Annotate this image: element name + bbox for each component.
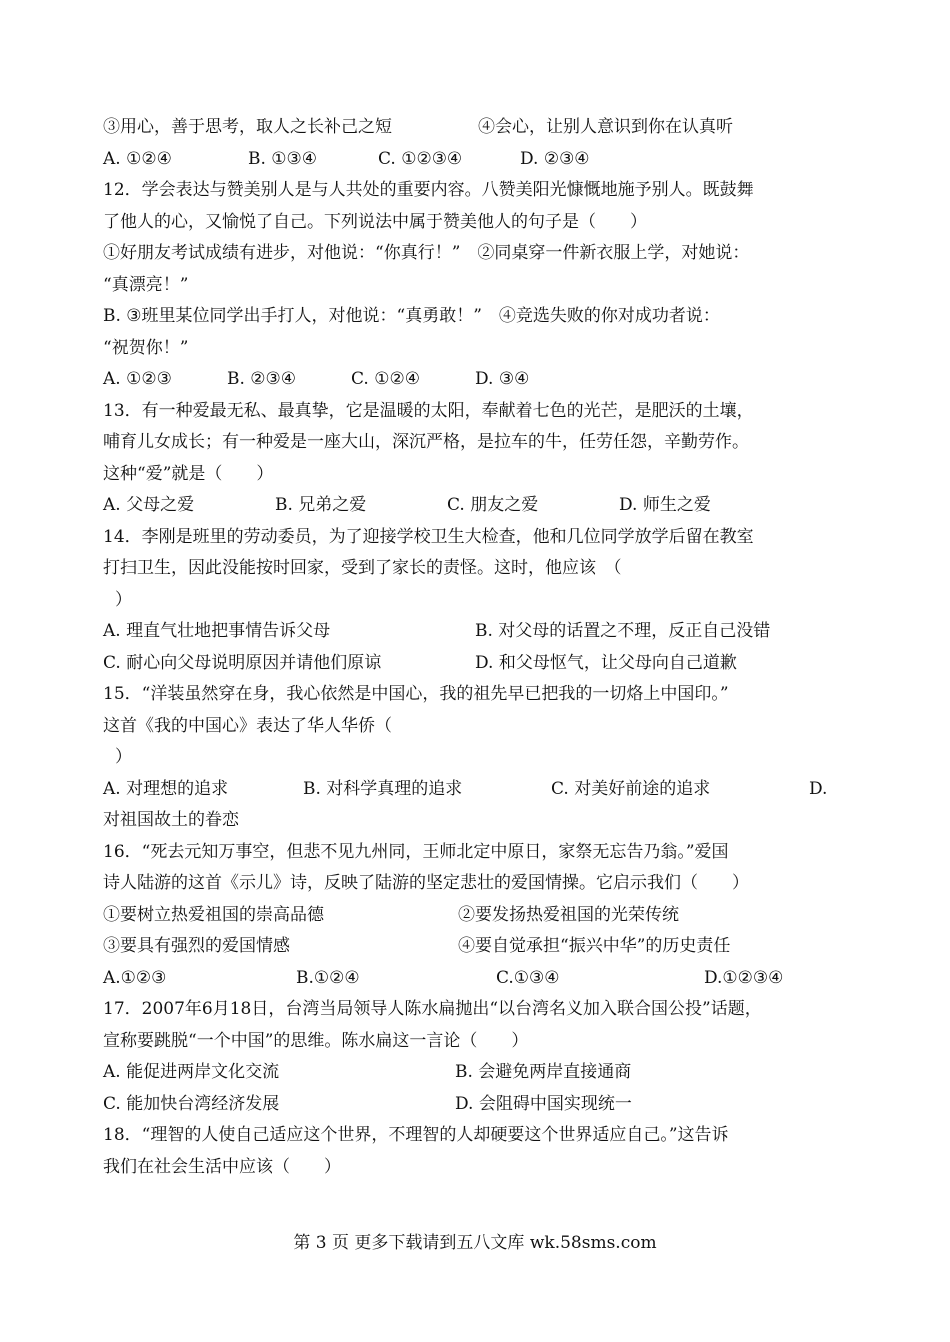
q13-stem-2: 哺育儿女成长；有一种爱是一座大山，深沉严格，是拉车的牛，任劳任怨，辛勤劳作。 xyxy=(103,432,749,452)
q13-stem-1: 13．有一种爱最无私、最真挚，它是温暖的太阳，奉献着七色的光芒，是肥沃的土壤， xyxy=(103,400,754,421)
option-d: D. ②③④ xyxy=(520,148,590,169)
option-b: B. 对科学真理的追求 xyxy=(303,778,463,799)
q14-options-ab xyxy=(103,616,843,648)
q18-stem-2: 我们在社会生活中应该（ ） xyxy=(103,1156,341,1177)
option-a: A. ①②④ xyxy=(103,148,172,169)
q16-item-1: ①要树立热爱祖国的崇高品德 xyxy=(103,904,324,925)
q12-item-2-cont: “真漂亮！” xyxy=(103,274,189,295)
q17-options-cd xyxy=(103,1089,843,1121)
option-b: B. ②③④ xyxy=(227,369,297,389)
option-a: A. 理直气壮地把事情告诉父母 xyxy=(103,621,331,641)
option-a: A. 父母之爱 xyxy=(103,495,195,515)
q14-stem-2: 打扫卫生，因此没能按时回家，受到了家长的责怪。这时，他应该 （ xyxy=(103,558,622,578)
option-a: A. ①②③ xyxy=(103,369,172,389)
q12-item-3-4: B. ③班里某位同学出手打人，对他说：“真勇敢！” ④竞选失败的你对成功者说： xyxy=(103,306,720,326)
option-a: A. 能促进两岸文化交流 xyxy=(103,1062,280,1082)
option-c: C. 对美好前途的追求 xyxy=(551,778,711,799)
option-d: D. 会阻碍中国实现统一 xyxy=(455,1093,632,1114)
q15-stem-1: 15．“洋装虽然穿在身，我心依然是中国心，我的祖先早已把我的一切烙上中国印。” xyxy=(103,684,729,704)
option-d: D. 师生之爱 xyxy=(619,495,711,515)
q13-options xyxy=(103,490,843,522)
option-c: C. ①②④ xyxy=(351,369,420,389)
option-c: C. ①②③④ xyxy=(378,148,463,169)
option-d: D. xyxy=(809,778,828,799)
q17-options-ab xyxy=(103,1057,843,1089)
option-b: B. 对父母的话置之不理，反正自己没错 xyxy=(475,621,771,641)
q16-stem-1: 16．“死去元知万事空，但悲不见九州同，王师北定中原日，家祭无忘告乃翁。”爱国 xyxy=(103,841,729,862)
q11-options xyxy=(103,144,843,176)
q15-option-d-text: 对祖国故土的眷恋 xyxy=(103,810,239,830)
q14-stem-3: ） xyxy=(115,589,132,610)
q15-stem-2: 这首《我的中国心》表达了华人华侨（ xyxy=(103,715,392,736)
q11-item-3: ③用心，善于思考，取人之长补己之短 xyxy=(103,117,392,137)
q14-options-cd xyxy=(103,648,843,680)
q18-stem-1: 18．“理智的人使自己适应这个世界，不理智的人却硬要这个世界适应自己。”这告诉 xyxy=(103,1125,729,1145)
q11-item-4: ④会心，让别人意识到你在认真听 xyxy=(478,117,733,137)
q17-stem-2: 宣称要跳脱“一个中国”的思维。陈水扁这一言论（ ） xyxy=(103,1030,529,1051)
option-b: B. 会避免两岸直接通商 xyxy=(455,1062,632,1082)
q13-stem-3: 这种“爱”就是（ ） xyxy=(103,463,274,484)
page-footer: 第 3 页 更多下载请到五八文库 wk.58sms.com xyxy=(293,1233,657,1253)
q15-stem-3: ） xyxy=(115,747,132,767)
option-d: D. ③④ xyxy=(475,369,530,389)
q12-stem-1: 12．学会表达与赞美别人是与人共处的重要内容。八赞美阳光慷慨地施予别人。既鼓舞 xyxy=(103,180,754,200)
option-d: D. 和父母怄气，让父母向自己道歉 xyxy=(475,652,737,673)
q16-options xyxy=(103,963,843,995)
q15-options xyxy=(103,774,843,806)
q16-items-3-4 xyxy=(103,931,843,963)
q16-item-4: ④要自觉承担“振兴中华”的历史责任 xyxy=(458,936,731,956)
q12-stem-2: 了他人的心，又愉悦了自己。下列说法中属于赞美他人的句子是（ ） xyxy=(103,211,647,232)
q16-stem-2: 诗人陆游的这首《示儿》诗，反映了陆游的坚定悲壮的爱国情操。它启示我们（ ） xyxy=(103,873,749,893)
q12-item-4-cont: “祝贺你！” xyxy=(103,337,189,358)
option-c: C. 耐心向父母说明原因并请他们原谅 xyxy=(103,652,382,673)
option-b: B.①②④ xyxy=(296,967,360,988)
option-a: A.①②③ xyxy=(103,967,167,988)
document-body xyxy=(103,112,843,1183)
q14-stem-1: 14．李刚是班里的劳动委员，为了迎接学校卫生大检查，他和几位同学放学后留在教室 xyxy=(103,526,754,547)
q12-options xyxy=(103,364,843,396)
option-c: C.①③④ xyxy=(496,967,560,988)
q16-item-2: ②要发扬热爱祖国的光荣传统 xyxy=(458,904,679,925)
q11-items-row xyxy=(103,112,843,144)
option-c: C. 朋友之爱 xyxy=(447,495,539,515)
option-b: B. ①③④ xyxy=(248,148,318,169)
option-b: B. 兄弟之爱 xyxy=(275,495,367,515)
option-a: A. 对理想的追求 xyxy=(103,778,229,799)
q12-item-1-2: ①好朋友考试成绩有进步，对他说：“你真行！” ②同桌穿一件新衣服上学，对她说： xyxy=(103,243,750,263)
q17-stem-1: 17．2007年6月18日，台湾当局领导人陈水扁抛出“以台湾名义加入联合国公投”话题， xyxy=(103,999,762,1019)
q16-items-1-2 xyxy=(103,900,843,932)
q16-item-3: ③要具有强烈的爱国情感 xyxy=(103,936,290,956)
option-d: D.①②③④ xyxy=(704,967,784,988)
option-c: C. 能加快台湾经济发展 xyxy=(103,1093,280,1114)
